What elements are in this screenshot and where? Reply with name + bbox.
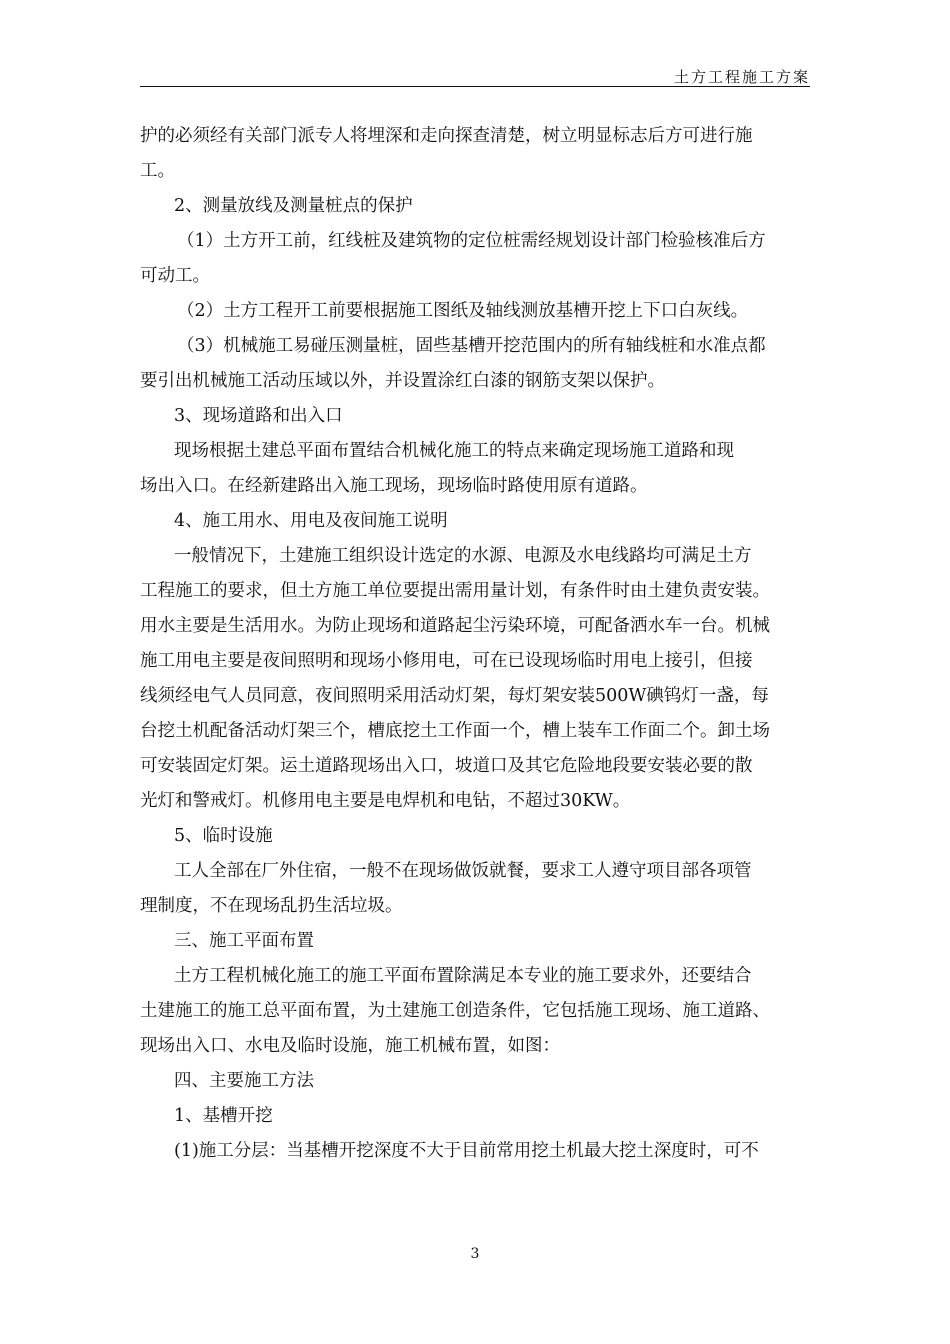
body-line: 工程施工的要求，但土方施工单位要提出需用量计划，有条件时由土建负责安装。	[140, 581, 770, 601]
section-heading: 2、测量放线及测量桩点的保护	[174, 196, 413, 216]
body-line: 用水主要是生活用水。为防止现场和道路起尘污染环境，可配备洒水车一台。机械	[140, 616, 770, 636]
body-line: （1）土方开工前，红线桩及建筑物的定位桩需经规划设计部门检验核准后方	[177, 231, 766, 251]
section-heading: 四、主要施工方法	[174, 1071, 314, 1091]
section-heading: 5、临时设施	[174, 826, 273, 846]
header-rule	[140, 86, 810, 87]
page-number: 3	[470, 1246, 480, 1262]
body-line: 可安装固定灯架。运土道路现场出入口，坡道口及其它危险地段要安装必要的散	[140, 756, 753, 776]
document-body	[140, 119, 810, 1169]
body-line: 施工用电主要是夜间照明和现场小修用电，可在已设现场临时用电上接引，但接	[140, 651, 753, 671]
body-line: 护的必须经有关部门派专人将埋深和走向探查清楚，树立明显标志后方可进行施	[140, 126, 753, 146]
body-line: 土方工程机械化施工的施工平面布置除满足本专业的施工要求外，还要结合	[174, 966, 752, 986]
body-line: 工人全部在厂外住宿，一般不在现场做饭就餐，要求工人遵守项目部各项管	[174, 861, 752, 881]
body-line: 可动工。	[140, 266, 210, 286]
body-line: (1)施工分层：当基槽开挖深度不大于目前常用挖土机最大挖土深度时，可不	[174, 1141, 759, 1161]
body-line: 现场根据土建总平面布置结合机械化施工的特点来确定现场施工道路和现	[174, 441, 734, 461]
body-line: 光灯和警戒灯。机修用电主要是电焊机和电钻，不超过30KW。	[140, 791, 631, 811]
header-title: 土方工程施工方案	[673, 68, 810, 86]
body-line: 台挖土机配备活动灯架三个，槽底挖土工作面一个，槽上装车工作面二个。卸土场	[140, 721, 770, 741]
body-line: （2）土方工程开工前要根据施工图纸及轴线测放基槽开挖上下口白灰线。	[177, 301, 749, 321]
section-heading: 三、施工平面布置	[174, 931, 314, 951]
body-line: 理制度，不在现场乱扔生活垃圾。	[140, 896, 403, 916]
body-line: 场出入口。在经新建路出入施工现场，现场临时路使用原有道路。	[140, 476, 648, 496]
body-line: 线须经电气人员同意，夜间照明采用活动灯架，每灯架安装500W碘钨灯一盏，每	[140, 686, 769, 706]
body-line: 工。	[140, 161, 175, 181]
body-line: 一般情况下，土建施工组织设计选定的水源、电源及水电线路均可满足土方	[174, 546, 752, 566]
section-heading: 3、现场道路和出入口	[174, 406, 343, 426]
body-line: 现场出入口、水电及临时设施，施工机械布置，如图：	[140, 1036, 560, 1056]
body-line: 要引出机械施工活动压域以外，并设置涂红白漆的钢筋支架以保护。	[140, 371, 665, 391]
section-heading: 1、基槽开挖	[174, 1106, 273, 1126]
body-line: 土建施工的施工总平面布置，为土建施工创造条件，它包括施工现场、施工道路、	[140, 1001, 770, 1021]
section-heading: 4、施工用水、用电及夜间施工说明	[174, 511, 448, 531]
body-line: （3）机械施工易碰压测量桩，固些基槽开挖范围内的所有轴线桩和水准点都	[177, 336, 766, 356]
